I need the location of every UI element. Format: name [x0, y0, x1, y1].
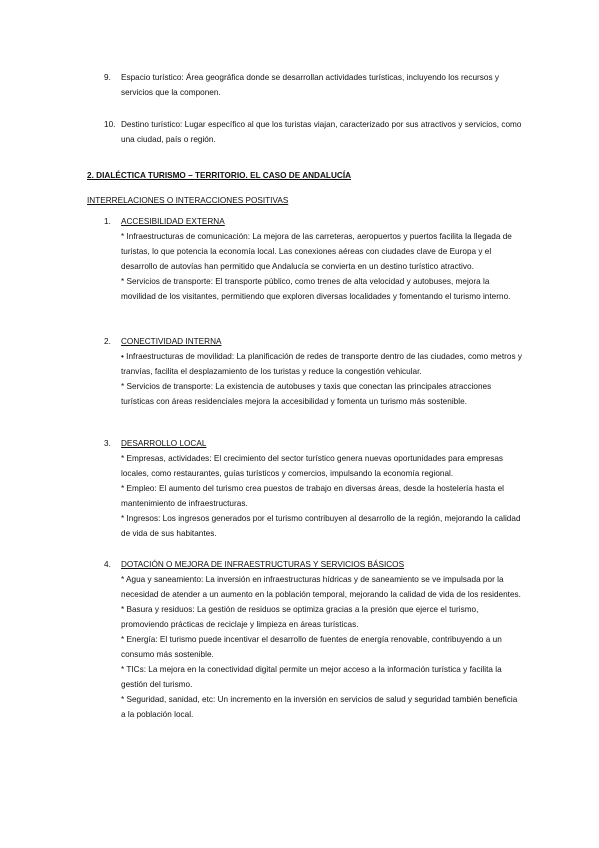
section-number: 4.	[104, 560, 111, 569]
subheading: INTERRELACIONES O INTERACCIONES POSITIVAS	[87, 196, 289, 205]
paragraph: * Servicios de transporte: La existencia de autobuses y taxis que conectan las principales atracciones turísticas con áreas residenciales mejora la accesibilidad y fomenta un turismo más sostenible.	[121, 382, 492, 406]
section-number: 3.	[104, 439, 111, 448]
paragraph: * Infraestructuras de comunicación: La mejora de las carreteras, aeropuertos y puertos facilita la llegada de turistas, lo que potencia la economía local. Las conexiones aéreas con ciudades clave de Europa y el desarrollo de autovías han permitido que Andalucía se convierta en un destino turístico atractivo.	[121, 232, 512, 271]
list-text: Destino turístico: Lugar específico al que los turistas viajan, caracterizado por sus atractivos y servicios, como una ciudad, país o región.	[121, 120, 522, 144]
paragraph: * Servicios de transporte: El transporte público, como trenes de alta velocidad y autobuses, mejora la movilidad de los visitantes, permitiendo que exploren diversas localidades y fomentando el turismo interno.	[121, 277, 511, 301]
paragraph: * Empleo: El aumento del turismo crea puestos de trabajo en diversas áreas, desde la hostelería hasta el mantenimiento de infraestructuras.	[121, 484, 505, 508]
list-number: 10.	[104, 120, 116, 129]
section-title: DESARROLLO LOCAL	[121, 439, 207, 448]
paragraph: • Infraestructuras de movilidad: La planificación de redes de transporte dentro de las ciudades, como metros y tranvías, facilita el desplazamiento de los turistas y reduce la congestión vehicular.	[121, 352, 523, 376]
paragraph: * Agua y saneamiento: La inversión en infraestructuras hídricas y de saneamiento se ve impulsada por la necesidad de atender a un aumento en la población temporal, mejorando la calidad de vida de los residentes.	[121, 575, 521, 599]
paragraph: * Empresas, actividades: El crecimiento del sector turístico genera nuevas oportunidades para empresas locales, como restaurantes, guías turísticos y comercios, impulsando la economía regional.	[121, 454, 504, 478]
section-number: 2.	[104, 337, 111, 346]
section-title: DOTACIÓN O MEJORA DE INFRAESTRUCTURAS Y SERVICIOS BÁSICOS	[121, 560, 405, 569]
list-item-9	[104, 70, 524, 100]
section-title: CONECTIVIDAD INTERNA	[121, 337, 222, 346]
section-number: 1.	[104, 217, 111, 226]
section-infraestructuras-servicios	[104, 557, 524, 722]
paragraph: * Ingresos: Los ingresos generados por el turismo contribuyen al desarrollo de la región, mejorando la calidad de vida de sus habitantes.	[121, 514, 521, 538]
paragraph: * Basura y residuos: La gestión de residuos se optimiza gracias a la presión que ejerce el turismo, promoviendo prácticas de reciclaje y limpieza en áreas turísticas.	[121, 605, 479, 629]
paragraph: * Seguridad, sanidad, etc: Un incremento en la inversión en servicios de salud y seguridad también beneficia a la población local.	[121, 695, 518, 719]
list-number: 9.	[104, 73, 111, 82]
section-accesibilidad-externa	[104, 214, 524, 304]
paragraph: * TICs: La mejora en la conectividad digital permite un mejor acceso a la información turística y facilita la gestión del turismo.	[121, 665, 502, 689]
paragraph: * Energía: El turismo puede incentivar el desarrollo de fuentes de energía renovable, contribuyendo a un consumo más sostenible.	[121, 635, 502, 659]
section-heading: 2. DIALÉCTICA TURISMO – TERRITORIO. EL CASO DE ANDALUCÍA	[87, 171, 352, 180]
list-text: Espacio turístico: Área geográfica donde se desarrollan actividades turísticas, incluyendo los recursos y servicios que la componen.	[121, 73, 500, 97]
section-title: ACCESIBILIDAD EXTERNA	[121, 217, 225, 226]
list-item-10	[104, 117, 524, 147]
section-desarrollo-local	[104, 436, 524, 541]
section-conectividad-interna	[104, 334, 524, 409]
